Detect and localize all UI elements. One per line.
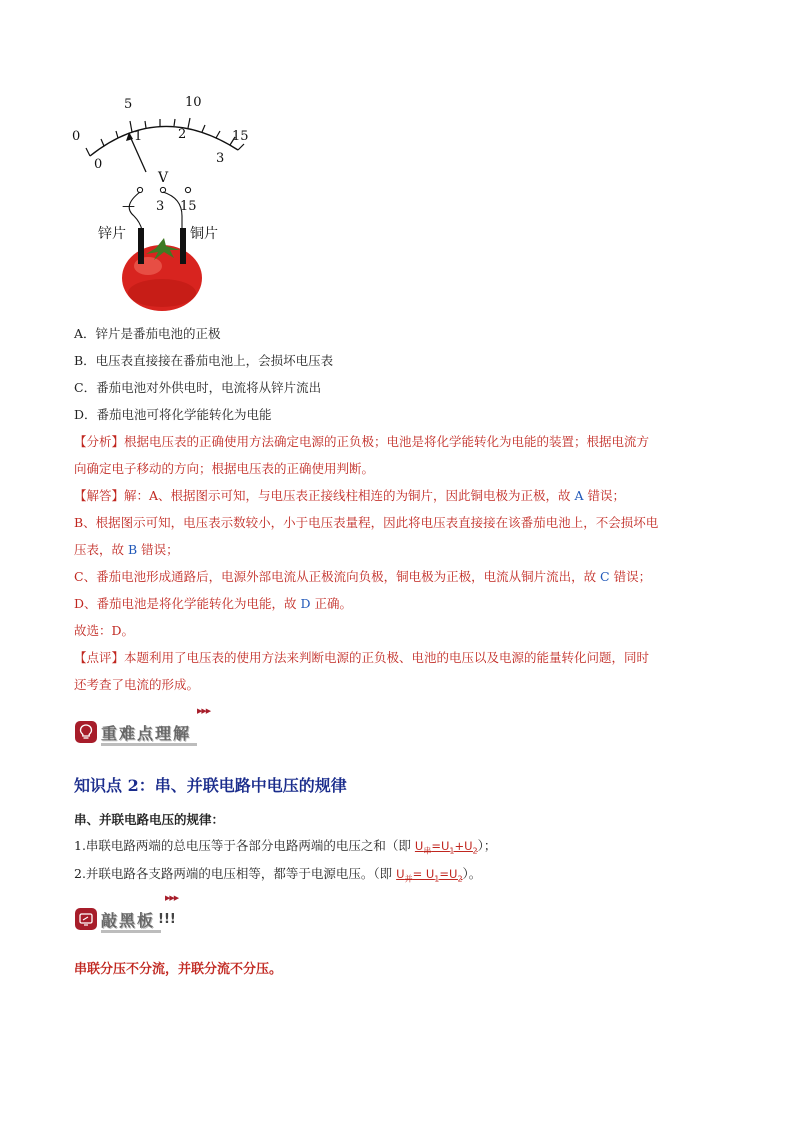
- rule-series: 1.串联电路两端的总电压等于各部分电路两端的电压之和（即 $U_串=U_1+U_2$）；: [74, 838, 497, 856]
- copper-plate: [180, 228, 186, 264]
- comment-line-1: 【点评】本题利用了电压表的使用方法来判断电源的正负极、电池的电压以及电源的能量转化问题，同时: [74, 650, 650, 665]
- knowledge-point-title: 知识点 2：串、并联电路中电压的规律: [74, 776, 347, 795]
- rule-parallel: 2.并联电路各支路两端的电压相等，都等于电源电压。（即 $U_并= U_1=U_2$）。: [74, 866, 482, 884]
- top-scale-10: 10: [185, 95, 202, 110]
- terminal-3: 3: [156, 199, 165, 214]
- option-d: D．番茄电池可将化学能转化为电能: [74, 407, 272, 422]
- bottom-scale-1: 1: [134, 129, 143, 144]
- lightbulb-icon: [75, 721, 97, 743]
- key-note: 串联分压不分流，并联分流不分压。: [74, 962, 283, 977]
- solution-tag: 【解答】: [74, 488, 125, 503]
- tomato-icon: [122, 238, 202, 311]
- blackboard-icon: [75, 908, 97, 930]
- terminal-15: 15: [180, 199, 197, 214]
- section-banner-key-points: [75, 707, 211, 746]
- solution-line-2: B、根据图示可知，电压表示数较小，小于电压表量程，因此将电压表直接接在该番茄电池上，不会损坏电: [74, 515, 659, 530]
- solution-line-4: C、番茄电池形成通路后，电源外部电流从正极流向负极，铜电极为正极，电流从铜片流出，故 C 错误；: [74, 569, 652, 584]
- top-scale-0: 0: [72, 129, 81, 144]
- bottom-scale-0: 0: [94, 157, 103, 172]
- section-title-blackboard: 敲黑板: [101, 908, 155, 931]
- analysis-line-2: 向确定电子移动的方向；根据电压表的正确使用判断。: [74, 461, 375, 476]
- comment-line-2: 还考查了电流的形成。: [74, 677, 200, 692]
- analysis-tag: 【分析】: [74, 434, 125, 449]
- solution-line-3: 压表，故 B 错误；: [74, 542, 179, 557]
- terminal-negative: —: [122, 199, 135, 214]
- bottom-scale-3: 3: [216, 151, 225, 166]
- option-c: C．番茄电池对外供电时，电流将从锌片流出: [74, 380, 322, 395]
- arrow-deco-icon: ▶▶▶: [165, 894, 179, 902]
- analysis-line-1: 【分析】根据电压表的正确使用方法确定电源的正负极；电池是将化学能转化为电能的装置；根据电流方: [74, 434, 650, 449]
- option-b: B．电压表直接接在番茄电池上，会损坏电压表: [74, 353, 334, 368]
- zinc-plate: [138, 228, 144, 264]
- option-a: A．锌片是番茄电池的正极: [74, 326, 221, 341]
- answer-explanation: [74, 428, 724, 698]
- section-title-key-points: 重难点理解: [101, 721, 191, 744]
- exclamation-marks: !!!: [158, 911, 176, 927]
- solution-line-5: D、番茄电池是将化学能转化为电能，故 D 正确。: [74, 596, 353, 611]
- tomato-battery-figure: [60, 88, 280, 316]
- parallel-formula: $U_并= U_1=U_2$: [396, 867, 463, 884]
- rules-heading: 串、并联电路电压的规律：: [74, 812, 225, 827]
- solution-choice: 故选：D。: [74, 623, 135, 638]
- comment-tag: 【点评】: [74, 650, 125, 665]
- copper-label: 铜片: [190, 226, 218, 242]
- top-scale-5: 5: [124, 97, 133, 112]
- series-formula: $U_串=U_1+U_2$: [414, 839, 478, 856]
- arrow-deco-icon: ▶▶▶: [197, 707, 211, 715]
- zinc-label: 锌片: [98, 226, 126, 242]
- bottom-scale-2: 2: [178, 127, 187, 142]
- top-scale-15: 15: [232, 129, 249, 144]
- section-banner-blackboard: [75, 894, 179, 933]
- solution-line-1: 【解答】解：A、根据图示可知，与电压表正接线柱相连的为铜片，因此铜电极为正极，故 A 错误；: [74, 488, 626, 503]
- unit-label: V: [158, 170, 169, 186]
